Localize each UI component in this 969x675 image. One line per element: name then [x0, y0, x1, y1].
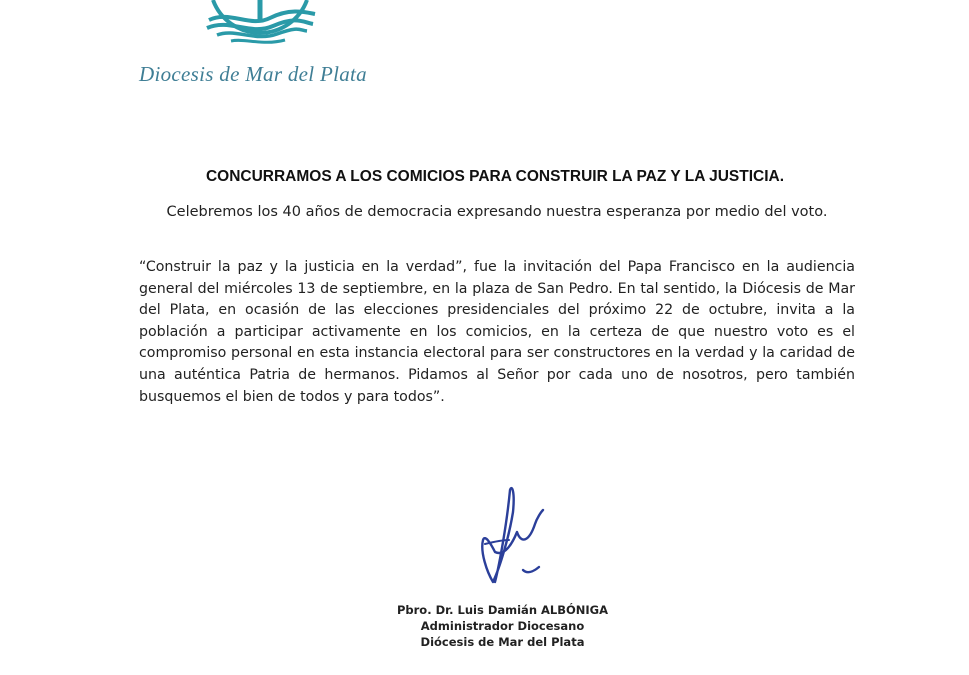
document-title: CONCURRAMOS A LOS COMICIOS PARA CONSTRUIR LA PAZ Y LA JUSTICIA.: [205, 168, 785, 185]
handwritten-signature-icon: [465, 482, 550, 587]
signatory-role: Administrador Diocesano: [420, 619, 585, 633]
signatory-organization: Diócesis de Mar del Plata: [420, 635, 585, 649]
signatory-name: Pbro. Dr. Luis Damián ALBÓNIGA: [396, 603, 609, 617]
brand-name: Diocesis de Mar del Plata: [139, 62, 367, 86]
signature-block: [395, 602, 610, 650]
diocese-logo-waves-icon: [195, 0, 325, 48]
document-body: “Construir la paz y la justicia en la verdad”, fue la invitación del Papa Francisco en la audiencia general del miércoles 13 de septiembre, en la plaza de San Pedro. En tal sentido, la Diócesis de Mar del Plata, en ocasión de las elecciones presidenciales del próximo 22 de octubre, invita a la población a participar activamente en los comicios, en la certeza de que nuestro voto es el compromiso personal en esta instancia electoral para ser constructores en la verdad y la caridad de una auténtica Patria de hermanos. Pidamos al Señor por cada uno de nosotros, pero también busquemos el bien de todos y para todos”.: [139, 259, 855, 405]
document-subtitle: Celebremos los 40 años de democracia expresando nuestra esperanza por medio del voto.: [166, 204, 828, 220]
